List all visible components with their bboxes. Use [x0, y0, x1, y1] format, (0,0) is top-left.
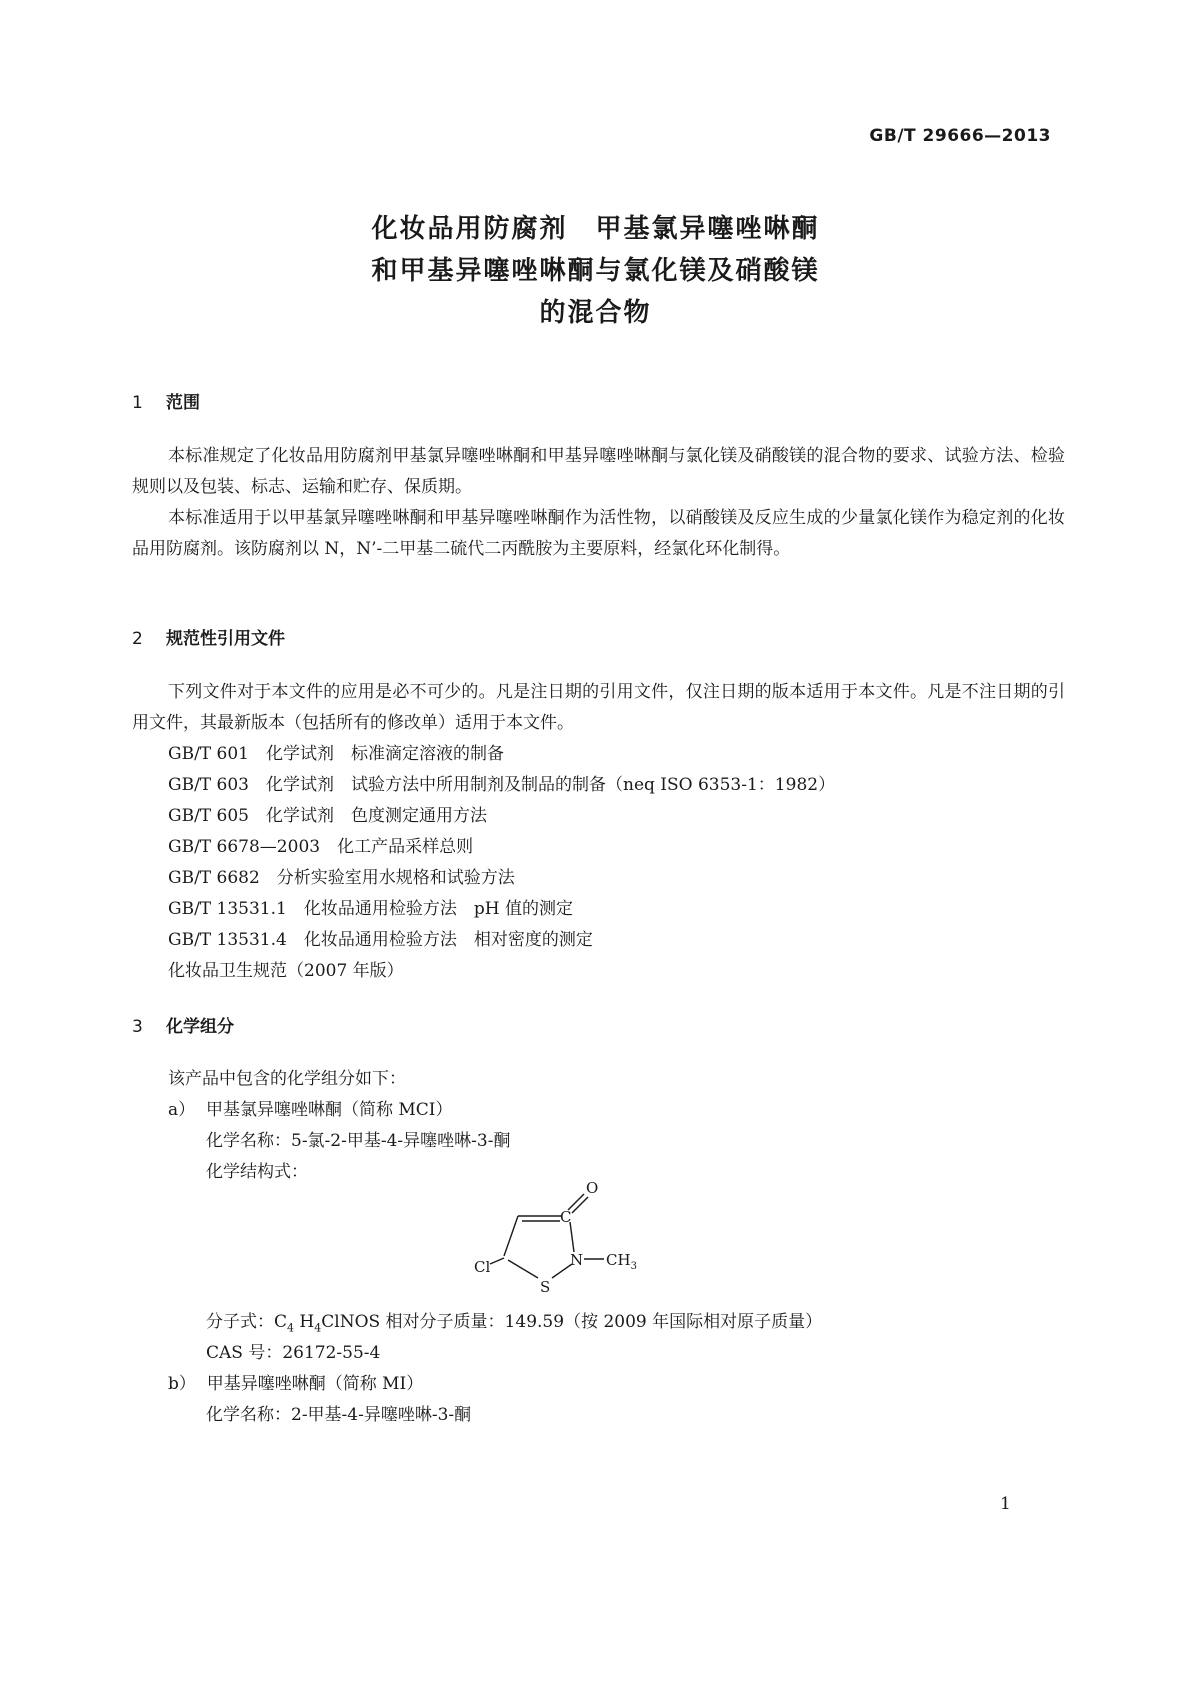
atom-oxygen: O	[586, 1180, 599, 1197]
item-b	[168, 1369, 423, 1400]
atom-carbon: C	[560, 1208, 572, 1226]
reference-item: GB/T 603 化学试剂 试验方法中所用制剂及制品的制备（neq ISO 6353-1：1982）	[168, 775, 836, 795]
section-title: 化学组分	[166, 1017, 234, 1037]
atom-chlorine: Cl	[474, 1258, 491, 1276]
formula-rest: ClNOS 相对分子质量：149.59（按 2009 年国际相对原子质量）	[321, 1312, 823, 1332]
section-1-heading	[132, 388, 200, 413]
formula-subscript: 4	[287, 1321, 295, 1335]
chemical-name: 化学名称：5-氯-2-甲基-4-异噻唑啉-3-酮	[206, 1131, 511, 1151]
paragraph: 下列文件对于本文件的应用是必不可少的。凡是注日期的引用文件，仅注日期的版本适用于本文件。凡是不注日期的引用文件，其最新版本（包括所有的修改单）适用于本文件。	[132, 682, 1065, 733]
methyl-ch: CH	[606, 1251, 631, 1269]
standard-code: GB/T 29666—2013	[869, 126, 1051, 146]
paragraph: 本标准适用于以甲基氯异噻唑啉酮和甲基异噻唑啉酮作为活性物，以硝酸镁及反应生成的少量氯化镁作为稳定剂的化妆品用防腐剂。该防腐剂以 N，N’-二甲基二硫代二丙酰胺为主要原料，经氯化环化制得。	[132, 508, 1065, 559]
item-marker: b）	[168, 1374, 196, 1394]
formula-subscript: 4	[314, 1321, 322, 1335]
section-title: 范围	[166, 393, 200, 413]
section-title: 规范性引用文件	[166, 629, 285, 649]
paragraph: 本标准规定了化妆品用防腐剂甲基氯异噻唑啉酮和甲基异噻唑啉酮与氯化镁及硝酸镁的混合物的要求、试验方法、检验规则以及包装、标志、运输和贮存、保质期。	[132, 446, 1065, 497]
components-intro: 该产品中包含的化学组分如下：	[168, 1069, 406, 1089]
structure-label: 化学结构式：	[206, 1162, 308, 1182]
item-marker: a）	[168, 1100, 196, 1120]
reference-item: GB/T 6682 分析实验室用水规格和试验方法	[168, 868, 515, 888]
item-name: 甲基氯异噻唑啉酮（简称 MCI）	[205, 1100, 453, 1120]
formula-prefix: 分子式：C	[206, 1312, 288, 1332]
chemical-name: 化学名称：2-甲基-4-异噻唑啉-3-酮	[206, 1405, 472, 1425]
title-line-2: 和甲基异噻唑啉酮与氯化镁及硝酸镁	[371, 256, 820, 286]
item-a	[168, 1095, 453, 1126]
section-3-heading	[132, 1012, 234, 1037]
chemical-structure-diagram	[460, 1180, 680, 1300]
title-line-3: 的混合物	[539, 298, 652, 328]
reference-item: GB/T 13531.4 化妆品通用检验方法 相对密度的测定	[168, 930, 593, 950]
document-title	[0, 208, 1191, 334]
item-name: 甲基异噻唑啉酮（简称 MI）	[206, 1374, 424, 1394]
reference-item: GB/T 6678—2003 化工产品采样总则	[168, 837, 474, 857]
section-number: 3	[132, 1017, 143, 1037]
group-methyl	[606, 1251, 637, 1272]
formula-h: H	[299, 1312, 315, 1332]
reference-item: GB/T 601 化学试剂 标准滴定溶液的制备	[168, 744, 504, 764]
atom-nitrogen: N	[570, 1251, 584, 1269]
reference-item: GB/T 605 化学试剂 色度测定通用方法	[168, 806, 487, 826]
reference-item: 化妆品卫生规范（2007 年版）	[168, 961, 404, 981]
section-number: 2	[132, 629, 143, 649]
methyl-subscript: 3	[630, 1261, 637, 1272]
section-number: 1	[132, 393, 143, 413]
cas-number: CAS 号：26172-55-4	[206, 1343, 381, 1363]
atom-sulfur: S	[540, 1278, 551, 1296]
reference-item: GB/T 13531.1 化妆品通用检验方法 pH 值的测定	[168, 899, 573, 919]
title-line-1: 化妆品用防腐剂 甲基氯异噻唑啉酮	[371, 214, 820, 244]
page-number: 1	[1000, 1494, 1011, 1514]
section-2-heading	[132, 624, 285, 649]
